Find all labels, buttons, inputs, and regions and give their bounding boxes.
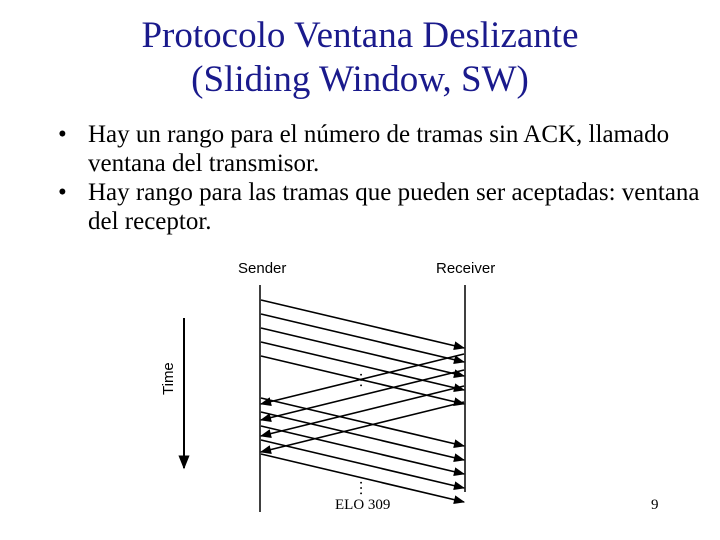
course-code: ELO 309: [335, 497, 391, 513]
title-line-2: (Sliding Window, SW): [191, 59, 529, 100]
bullet-marker: •: [58, 179, 67, 206]
ack-arrow: [261, 402, 464, 452]
ellipsis-bottom: …: [349, 480, 366, 496]
bullet-marker: •: [58, 121, 67, 148]
page-number: 9: [651, 497, 659, 513]
bullet-text: Hay rango para las tramas que pueden ser aceptadas: ventana del receptor.: [88, 179, 700, 235]
receiver-label: Receiver: [436, 260, 496, 277]
ellipsis-mid: …: [349, 372, 366, 388]
data-frame-arrow: [261, 398, 464, 446]
data-frame-arrow: [261, 314, 464, 362]
bullet-text: Hay un rango para el número de tramas sin ACK, llamado ventana del transmisor.: [88, 121, 670, 177]
ack-arrow: [261, 386, 464, 436]
data-frame-arrow: [261, 328, 464, 376]
title-line-1: Protocolo Ventana Deslizante: [141, 15, 579, 56]
message-arrows: [261, 300, 464, 502]
data-frame-arrow: [261, 300, 464, 348]
data-frame-arrow: [261, 412, 464, 460]
sender-label: Sender: [238, 260, 287, 277]
data-frame-arrow: [261, 426, 464, 474]
time-axis-label: Time: [160, 362, 177, 395]
